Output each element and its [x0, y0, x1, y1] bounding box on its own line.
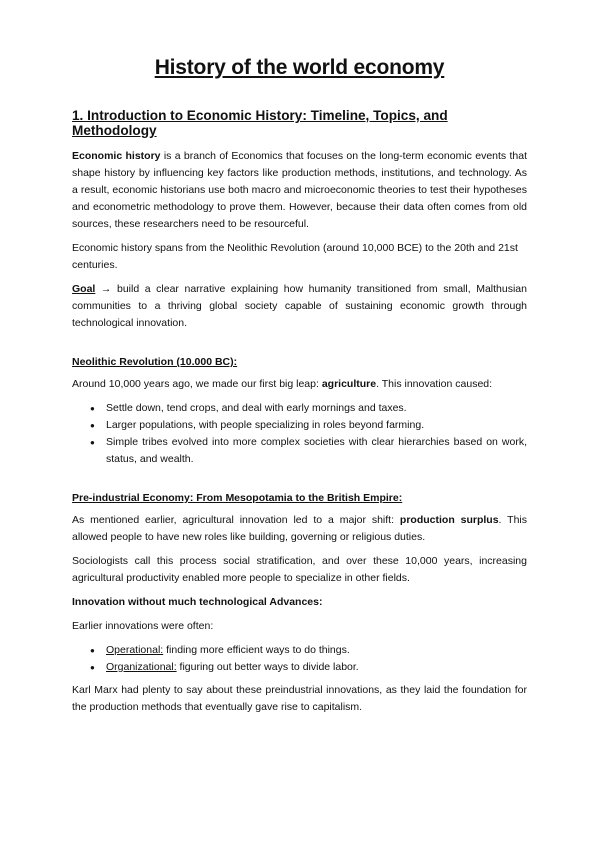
list-item: ● Settle down, tend crops, and deal with early mornings and taxes.	[94, 400, 527, 417]
list-item: ● Simple tribes evolved into more complex societies with clear hierarchies based on work, status, and wealth.	[94, 434, 527, 468]
list-item: ● Organizational: figuring out better ways to divide labor.	[94, 659, 527, 676]
paragraph-economic-history: Economic history is a branch of Economics that focuses on the long-term economic events that shape history by influencing key factors like production methods, institutions, and technology. As a result, economic historians use both macro and microeconomic theories to test their hypotheses and econometric methodology to prove them. However, because their data often comes from old sources, these researchers need to be resourceful.	[72, 150, 527, 230]
paragraph-earlier-innovations: Earlier innovations were often:	[72, 620, 214, 632]
paragraph-stratification: Sociologists call this process social stratification, and over these 10,000 years, increasing agricultural productivity enabled more people to specialize in other fields.	[72, 555, 527, 584]
neolithic-list	[72, 400, 527, 468]
arrow-icon: →	[95, 283, 117, 295]
section-heading-introduction: 1. Introduction to Economic History: Timeline, Topics, and Methodology	[72, 108, 448, 138]
paragraph-surplus: As mentioned earlier, agricultural innovation led to a major shift: production surplus. This allowed people to have new roles like building, governing or religious duties.	[72, 514, 527, 543]
paragraph-timeline: Economic history spans from the Neolithic Revolution (around 10,000 BCE) to the 20th and 21st centuries.	[72, 242, 518, 271]
list-item: ● Operational: finding more efficient ways to do things.	[94, 642, 527, 659]
term-economic-history: Economic history	[72, 150, 161, 162]
paragraph-marx: Karl Marx had plenty to say about these preindustrial innovations, as they laid the foundation for the production methods that eventually gave rise to capitalism.	[72, 684, 527, 713]
document-page	[72, 56, 527, 723]
document-title: History of the world economy	[154, 56, 445, 79]
innovation-list	[72, 642, 527, 676]
section-preindustrial	[72, 492, 527, 716]
goal-label: Goal	[72, 283, 96, 295]
subheading-innovation: Innovation without much technological Advances:	[72, 596, 323, 608]
section-heading-neolithic: Neolithic Revolution (10.000 BC):	[72, 356, 238, 368]
section-neolithic	[72, 356, 527, 468]
section-heading-preindustrial: Pre-industrial Economy: From Mesopotamia to the British Empire:	[72, 492, 403, 504]
list-item: ● Larger populations, with people specializing in roles beyond farming.	[94, 417, 527, 434]
paragraph-goal: Goal → build a clear narrative explaining how humanity transitioned from small, Malthusian communities to a thriving global society capable of sustaining economic growth through technological innovation.	[72, 283, 527, 329]
paragraph-neolithic-intro: Around 10,000 years ago, we made our first big leap: agriculture. This innovation caused:	[72, 378, 493, 390]
